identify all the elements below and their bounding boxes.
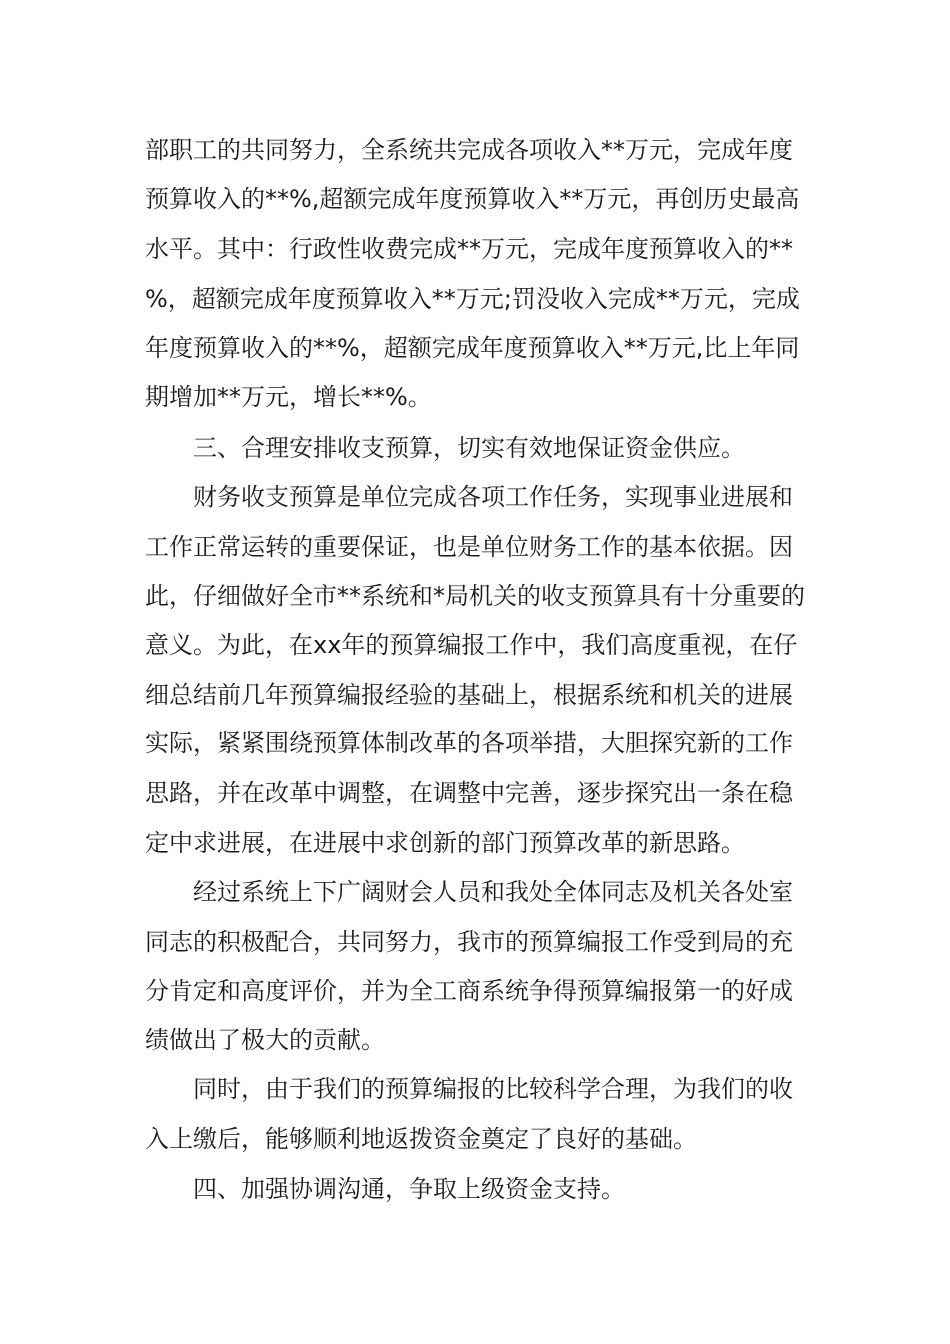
text-line: 工作正常运转的重要保证，也是单位财务工作的基本依据。因	[145, 533, 793, 561]
text-line: 同时，由于我们的预算编报的比较科学合理，为我们的收	[193, 1075, 793, 1103]
text-line: 细总结前几年预算编报经验的基础上，根据系统和机关的进展	[145, 681, 793, 709]
text-line: 年度预算收入的**%，超额完成年度预算收入**万元,比上年同	[145, 334, 800, 362]
text-line: 财务收支预算是单位完成各项工作任务，实现事业进展和	[193, 483, 793, 511]
text-line: 期增加**万元，增长**%。	[145, 383, 432, 411]
text-line: 分肯定和高度评价，并为全工商系统争得预算编报第一的好成	[145, 977, 793, 1005]
text-line: %，超额完成年度预算收入**万元;罚没收入完成**万元，完成	[145, 285, 800, 313]
text-line: 实际，紧紧围绕预算体制改革的各项举措，大胆探究新的工作	[145, 729, 793, 757]
text-line: 绩做出了极大的贡献。	[145, 1026, 385, 1054]
text-line: 定中求进展，在进展中求创新的部门预算改革的新思路。	[145, 829, 745, 857]
section-heading: 四、加强协调沟通，争取上级资金支持。	[193, 1175, 625, 1203]
text-line: 部职工的共同努力，全系统共完成各项收入**万元，完成年度	[145, 136, 793, 164]
text-line: 意义。为此，在xx年的预算编报工作中，我们高度重视，在仔	[145, 631, 798, 659]
text-line: 经过系统上下广阔财会人员和我处全体同志及机关各处室	[193, 878, 793, 906]
section-heading: 三、合理安排收支预算，切实有效地保证资金供应。	[193, 434, 745, 462]
text-line: 水平。其中：行政性收费完成**万元，完成年度预算收入的**	[145, 235, 793, 263]
text-line: 此，仔细做好全市**系统和*局机关的收支预算具有十分重要的	[145, 582, 805, 610]
text-line: 同志的积极配合，共同努力，我市的预算编报工作受到局的充	[145, 928, 793, 956]
text-line: 预算收入的**%,超额完成年度预算收入**万元，再创历史最高	[145, 185, 800, 213]
text-line: 思路，并在改革中调整，在调整中完善，逐步探究出一条在稳	[145, 779, 793, 807]
text-line: 入上缴后，能够顺利地返拨资金奠定了良好的基础。	[145, 1125, 697, 1153]
